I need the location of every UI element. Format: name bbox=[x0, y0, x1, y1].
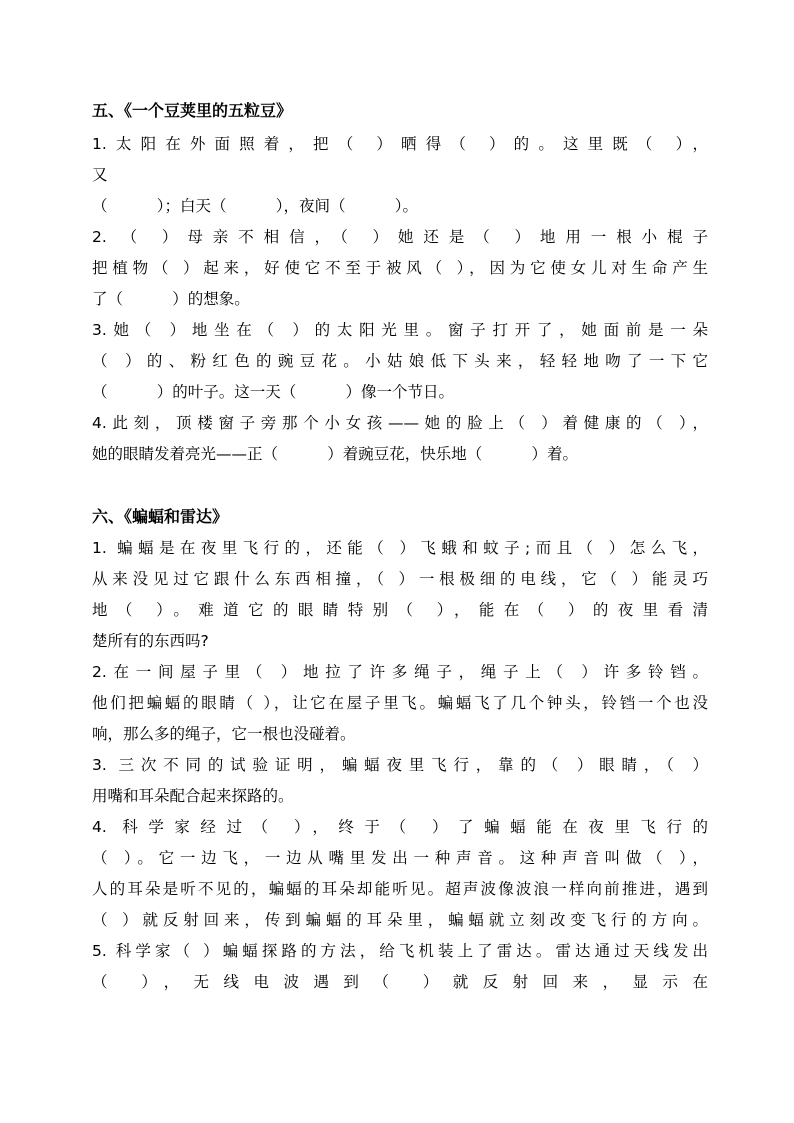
section6-line: （ ），无线电波遇到（ ）就反射回来，显示在 bbox=[92, 973, 708, 991]
section6-line: 1. 蝙蝠是在夜里飞行的，还能（ ）飞蛾和蚊子;而且（ ）怎么飞， bbox=[92, 539, 708, 557]
section6-line: （ ）。它一边飞，一边从嘴里发出一种声音。这种声音叫做（ ）， bbox=[92, 849, 708, 867]
section6-line: 5. 科学家（ ）蝙蝠探路的方法，给飞机装上了雷达。雷达通过天线发出 bbox=[92, 942, 708, 960]
section5-line: 她的眼睛发着亮光——正（ ）着豌豆花，快乐地（ ）着。 bbox=[92, 445, 579, 463]
section5-line: 1.太阳在外面照着，把（ ）晒得（ ）的。这里既（ ）， bbox=[92, 135, 708, 153]
section6-heading: 六、《蝙蝠和雷达》 bbox=[92, 507, 229, 526]
section6-line: （ ）就反射回来，传到蝙蝠的耳朵里，蝙蝠就立刻改变飞行的方向。 bbox=[92, 911, 708, 929]
section6-line: 从来没见过它跟什么东西相撞，（ ）一根极细的电线，它（ ）能灵巧 bbox=[92, 570, 708, 588]
section6-line: 地（ ）。难道它的眼睛特别（ ），能在（ ）的夜里看清 bbox=[92, 601, 708, 619]
section6-line: 4. 科学家经过（ ），终于（ ）了蝙蝠能在夜里飞行的 bbox=[92, 818, 708, 836]
section5-line: 3.她（ ）地坐在（ ）的太阳光里。窗子打开了，她面前是一朵 bbox=[92, 321, 708, 339]
section5-heading: 五、《一个豆荚里的五粒豆》 bbox=[92, 101, 293, 120]
section5-line: （ ）；白天（ ），夜间（ ）。 bbox=[92, 197, 419, 215]
section5-line: （ ）的叶子。这一天（ ）像一个节日。 bbox=[92, 383, 455, 401]
section6-line: 他们把蝙蝠的眼睛（ ），让它在屋子里飞。蝙蝠飞了几个钟头，铃铛一个也没 bbox=[92, 694, 708, 712]
section6-line: 2.在一间屋子里（ ）地拉了许多绳子，绳子上（ ）许多铃铛。 bbox=[92, 663, 708, 681]
section5-line: 又 bbox=[92, 166, 108, 184]
section6-line: 3. 三次不同的试验证明，蝙蝠夜里飞行，靠的（ ）眼睛，（ ） bbox=[92, 756, 708, 774]
section5-line: （ ）的、粉红色的豌豆花。小姑娘低下头来，轻轻地吻了一下它 bbox=[92, 352, 708, 370]
section5-line: 了（ ）的想象。 bbox=[92, 290, 250, 308]
section5-line: 4.此刻，顶楼窗子旁那个小女孩——她的脸上（ ）着健康的（ ）， bbox=[92, 414, 708, 432]
section6-line: 响，那么多的绳子，它一根也没碰着。 bbox=[92, 725, 356, 743]
section6-line: 楚所有的东西吗? bbox=[92, 632, 209, 650]
section5-line: 2. （ ）母亲不相信，（ ）她还是（ ）地用一根小棍子 bbox=[92, 228, 708, 246]
section5-line: 把植物（ ）起来，好使它不至于被风（ ），因为它使女儿对生命产生 bbox=[92, 259, 708, 277]
section6-line: 用嘴和耳朵配合起来探路的。 bbox=[92, 787, 294, 805]
section6-line: 人的耳朵是听不见的，蝙蝠的耳朵却能听见。超声波像波浪一样向前推进，遇到 bbox=[92, 880, 708, 898]
